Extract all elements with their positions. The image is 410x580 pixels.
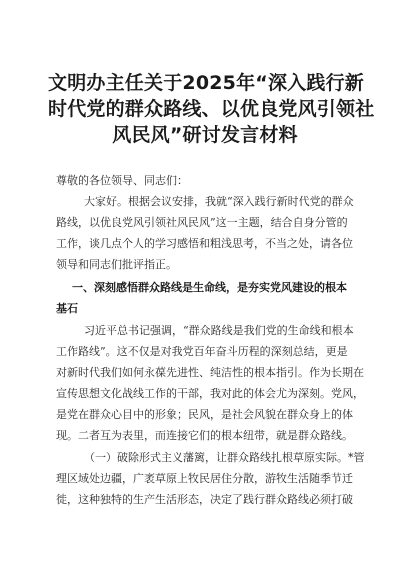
paragraph-line: 是党在群众心目中的形象；民风，是社会风貌在群众身上的体	[56, 408, 353, 421]
title-line-1: 文明办主任关于2025年“深入践行新	[48, 72, 364, 94]
title-line-3: 风民风”研讨发言材料	[112, 124, 298, 146]
paragraph-line: 路线，以优良党风引领社风民风”这一主题，结合自身分管的	[56, 216, 348, 229]
paragraph-line: 宣传思想文化战线工作的干部，我对此的体会尤为深刻。党风，	[56, 387, 364, 400]
paragraph-line: 现。二者互为表里，而连接它们的根本纽带，就是群众路线。	[56, 429, 353, 442]
paragraph-line: 习近平总书记强调，“群众路线是我们党的生命线和根本	[84, 324, 354, 337]
document-title	[48, 70, 375, 148]
paragraph-line: 大家好。根据会议安排，我就“深入践行新时代党的群众	[84, 195, 354, 208]
section-heading-continued: 基石	[56, 302, 78, 315]
title-line-2: 时代党的群众路线、以优良党风引领社	[48, 98, 375, 120]
paragraph-line: 工作，谈几点个人的学习感悟和粗浅思考，不当之处，请各位	[56, 237, 353, 250]
paragraph-line: 工作路线”。这不仅是对我党百年奋斗历程的深刻总结，更是	[56, 345, 348, 358]
paragraph-line: 徙，这种独特的生产生活形态，决定了践行群众路线必须打破	[56, 493, 353, 506]
paragraph-line: 领导和同志们批评指正。	[56, 258, 177, 271]
paragraph-line: 对新时代我们如何永葆先进性、纯洁性的根本指引。作为长期在	[56, 366, 364, 379]
paragraph-line: （一）破除形式主义藩篱，让群众路线扎根草原实际。*管	[84, 451, 365, 464]
section-heading: 一、深刻感悟群众路线是生命线，是夯实党风建设的根本	[72, 281, 347, 294]
paragraph-line: 理区域处边疆，广袤草原上牧民居住分散，游牧生活随季节迁	[56, 472, 353, 485]
salutation: 尊敬的各位领导、同志们：	[56, 174, 188, 187]
